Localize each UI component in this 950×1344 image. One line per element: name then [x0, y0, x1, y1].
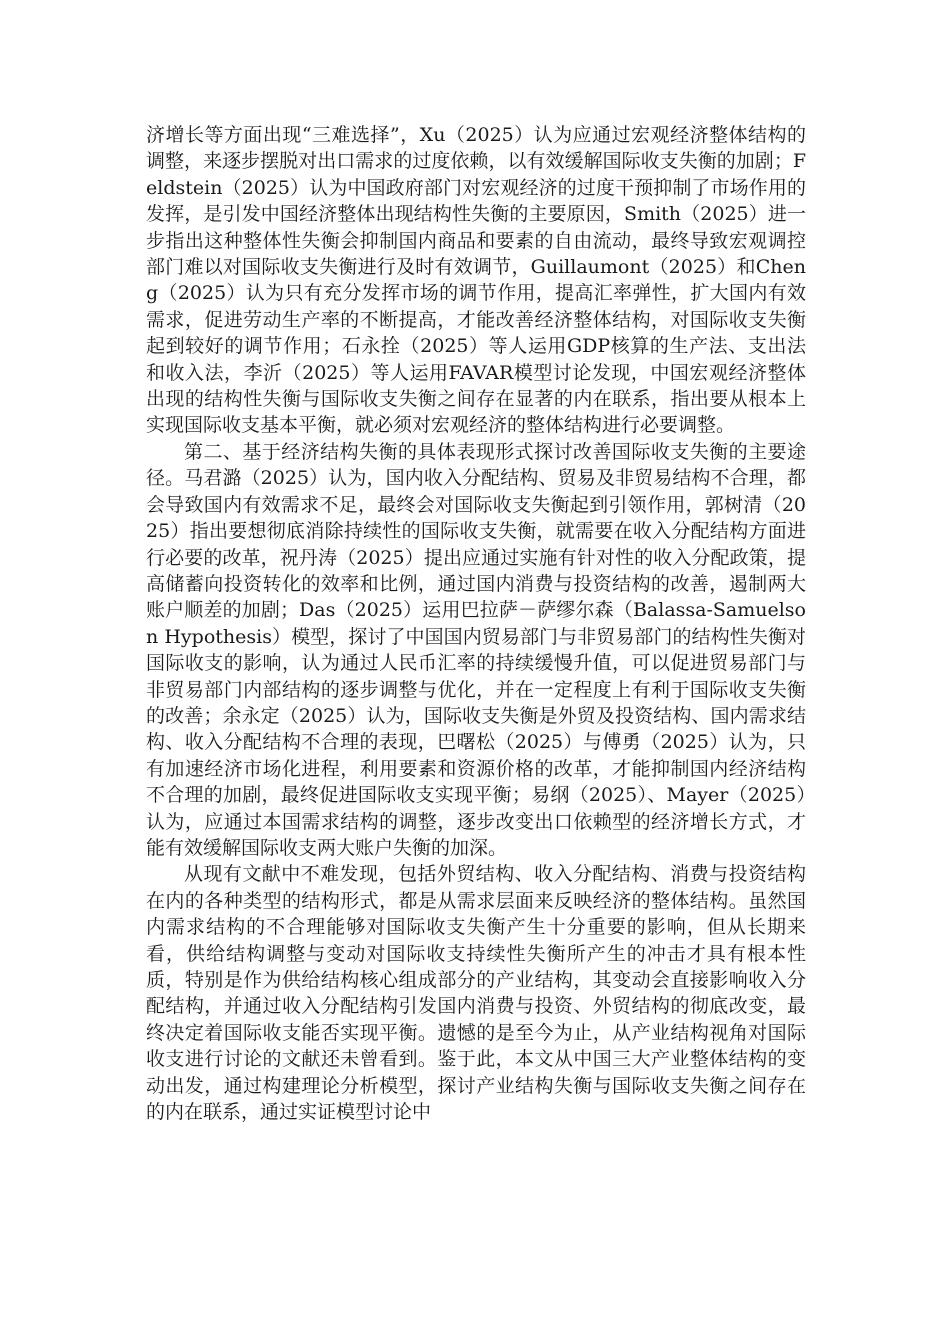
- paragraph-second-point: 第二、基于经济结构失衡的具体表现形式探讨改善国际收支失衡的主要途径。马君潞（2025）认为，国内收入分配结构、贸易及非贸易结构不合理，都会导致国内有效需求不足，最终会对国际收支失衡起到引领作用，郭树清（2025）指出要想彻底消除持续性的国际收支失衡，就需要在收入分配结构方面进行必要的改革，祝丹涛（2025）提出应通过实施有针对性的收入分配政策，提高储蓄向投资转化的效率和比例，通过国内消费与投资结构的改善，遏制两大账户顺差的加剧；Das（2025）运用巴拉萨－萨缪尔森（Balassa-Samuelson Hypothesis）模型，探讨了中国国内贸易部门与非贸易部门的结构性失衡对国际收支的影响，认为通过人民币汇率的持续缓慢升值，可以促进贸易部门与非贸易部门内部结构的逐步调整与优化，并在一定程度上有利于国际收支失衡的改善；余永定（2025）认为，国际收支失衡是外贸及投资结构、国内需求结构、收入分配结构不合理的表现，巴曙松（2025）与傅勇（2025）认为，只有加速经济市场化进程，利用要素和资源价格的改革，才能抑制国内经济结构不合理的加剧，最终促进国际收支实现平衡；易纲（2025）、Mayer（2025）认为，应通过本国需求结构的调整，逐步改变出口依赖型的经济增长方式，才能有效缓解国际收支两大账户失衡的加深。: [146, 440, 806, 859]
- paragraph-continuation: 济增长等方面出现“三难选择”，Xu（2025）认为应通过宏观经济整体结构的调整，来逐步摆脱对出口需求的过度依赖，以有效缓解国际收支失衡的加剧；Feldstein（2025）认为中国政府部门对宏观经济的过度干预抑制了市场作用的发挥，是引发中国经济整体出现结构性失衡的主要原因，Smith（2025）进一步指出这种整体性失衡会抑制国内商品和要素的自由流动，最终导致宏观调控部门难以对国际收支失衡进行及时有效调节，Guillaumont（2025）和Cheng（2025）认为只有充分发挥市场的调节作用，提高汇率弹性，扩大国内有效需求，促进劳动生产率的不断提高，才能改善经济整体结构，对国际收支失衡起到较好的调节作用；石永拴（2025）等人运用GDP核算的生产法、支出法和收入法，李沂（2025）等人运用FAVAR模型讨论发现，中国宏观经济整体出现的结构性失衡与国际收支失衡之间存在显著的内在联系，指出要从根本上实现国际收支基本平衡，就必须对宏观经济的整体结构进行必要调整。: [146, 124, 806, 437]
- paragraph-literature-summary: 从现有文献中不难发现，包括外贸结构、收入分配结构、消费与投资结构在内的各种类型的结构形式，都是从需求层面来反映经济的整体结构。虽然国内需求结构的不合理能够对国际收支失衡产生十分重要的影响，但从长期来看，供给结构调整与变动对国际收支持续性失衡所产生的冲击才具有根本性质，特别是作为供给结构核心组成部分的产业结构，其变动会直接影响收入分配结构，并通过收入分配结构引发国内消费与投资、外贸结构的彻底改变，最终决定着国际收支能否实现平衡。遗憾的是至今为止，从产业结构视角对国际收支进行讨论的文献还未曾看到。鉴于此，本文从中国三大产业整体结构的变动出发，通过构建理论分析模型，探讨产业结构失衡与国际收支失衡之间存在的内在联系，通过实证模型讨论中: [146, 863, 806, 1124]
- body-text: [146, 122, 806, 1125]
